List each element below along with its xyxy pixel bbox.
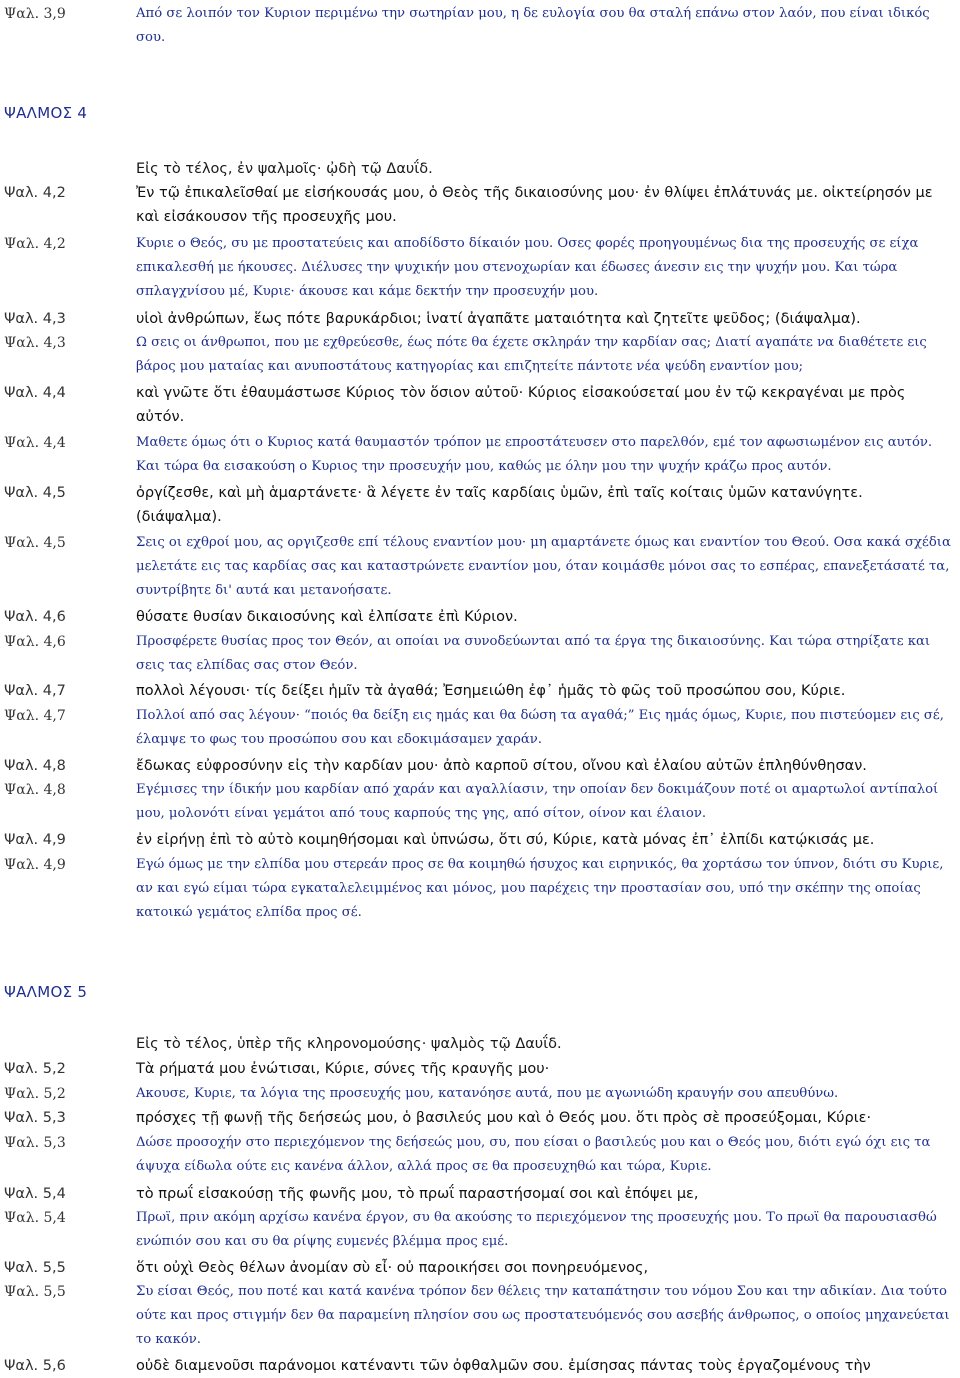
- verse-ref: Ψαλ. 4,6: [4, 609, 66, 625]
- verse-ref: Ψαλ. 5,5: [4, 1284, 66, 1300]
- verse-ref: Ψαλ. 4,9: [4, 832, 66, 848]
- verse-ref: Ψαλ. 4,5: [4, 535, 66, 551]
- verse-text-modern: Ω σεις οι άνθρωποι, που με εχθρεύεσθε, έως πότε θα έχετε σκληράν την καρδίαν σας; Διατί αγαπάτε να διαθέτετε εις βάρος μου ματαίας και ανυποστάτους κατηγορίας και επιζητείτε πάντοτε νέα ψεύδη εναντίον μου;: [136, 335, 927, 374]
- verse-text-ancient: καὶ γνῶτε ὅτι ἐθαυμάστωσε Κύριος τὸν ὅσιον αὐτοῦ· Κύριος εἰσακούσεταί μου ἐν τῷ κεκραγέναι με πρὸς αὐτόν.: [136, 385, 906, 425]
- verse-ref: Ψαλ. 5,2: [4, 1086, 66, 1102]
- verse-text-ancient: τὸ πρωΐ εἰσακούσῃ τῆς φωνῆς μου, τὸ πρωΐ παραστήσομαί σοι καὶ ἐπόψει με,: [136, 1186, 699, 1202]
- psalm-heading: ΨΑΛΜΟΣ 4: [4, 104, 88, 122]
- verse-text-ancient: ὀργίζεσθε, καὶ μὴ ἁμαρτάνετε· ἃ λέγετε ἐν ταῖς καρδίαις ὑμῶν, ἐπὶ ταῖς κοίταις ὑμῶν κατανύγητε. (διάψαλμα).: [136, 485, 863, 525]
- verse-ref: Ψαλ. 4,4: [4, 385, 66, 401]
- verse-text-modern: Από σε λοιπόν τον Κυριον περιμένω την σωτηρίαν μου, η δε ευλογία σου θα σταλή επάνω στον λαόν, που είναι ιδικός σου.: [136, 6, 930, 45]
- verse-ref: Ψαλ. 4,5: [4, 485, 66, 501]
- verse-text-modern: Ακουσε, Κυριε, τα λόγια της προσευχής μου, κατανόησε αυτά, που με αγωνιώδη κραυγήν σου απευθύνω.: [136, 1086, 839, 1101]
- verse-ref: Ψαλ. 4,8: [4, 782, 66, 798]
- verse-text-modern: Σεις οι εχθροί μου, ας οργιζεσθε επί τέλους εναντίον μου· μη αμαρτάνετε όμως και εναντίον του Θεού. Οσα κακά σχέδια μελετάτε εις τας καρδίας σας και καταστρώνετε εναντίον μου, όταν κοιμάσθε μόνοι σας το εσπέρας, επανεξετάσατέ τα, συντρίβητε δι' αυτά και μετανοήσατε.: [136, 535, 951, 598]
- verse-text-modern: Εγώ όμως με την ελπίδα μου στερεάν προς σε θα κοιμηθώ ήσυχος και ειρηνικός, θα χορτάσω τον ύπνον, διότι συ Κυριε, αν και εγώ είμαι τώρα εγκαταλελειμμένος και μόνος, μου παρέχεις την προστασίαν σου, υπό την σκέπην της οποίας κατοικώ γεμάτος ελπίδα προς σέ.: [136, 857, 944, 920]
- verse-ref: Ψαλ. 4,2: [4, 185, 66, 201]
- verse-ref: Ψαλ. 4,8: [4, 758, 66, 774]
- verse-ref: Ψαλ. 4,9: [4, 857, 66, 873]
- verse-ref: Ψαλ. 5,3: [4, 1110, 66, 1126]
- verse-text-ancient: θύσατε θυσίαν δικαιοσύνης καὶ ἐλπίσατε ἐπὶ Κύριον.: [136, 609, 518, 625]
- verse-text-ancient: πρόσχες τῇ φωνῇ τῆς δεήσεώς μου, ὁ βασιλεύς μου καὶ ὁ Θεός μου. ὅτι πρὸς σὲ προσεύξομαι, Κύριε·: [136, 1110, 872, 1126]
- verse-ref: Ψαλ. 5,6: [4, 1358, 66, 1374]
- verse-ref: Ψαλ. 5,2: [4, 1061, 66, 1077]
- verse-ref: Ψαλ. 4,3: [4, 335, 66, 351]
- verse-text-modern: Εγέμισες την ίδικήν μου καρδίαν από χαράν και αγαλλίασιν, την οποίαν δεν δοκιμάζουν ποτέ οι αμαρτωλοί αντίπαλοί μου, μολονότι είναι γεμάτοι από τους καρπούς της γης, από σίτον, οίνον και έλαιον.: [136, 782, 939, 821]
- verse-text-modern: Κυριε ο Θεός, συ με προστατεύεις και αποδίδστο δίκαιόν μου. Οσες φορές προηγουμένως δια της προσευχής σε είχα επικαλεσθή με ήκουσες. Διέλυσες την ψυχικήν μου στενοχωρίαν και έδωσες άνεσιν εις την ψυχήν μου. Και τώρα σπλαγχνίσου μέ, Κυριε· άκουσε και κάμε δεκτήν την προσευχήν μου.: [136, 236, 919, 299]
- verse-ref: Ψαλ. 5,3: [4, 1135, 66, 1151]
- verse-ref: Ψαλ. 5,4: [4, 1210, 66, 1226]
- verse-text-modern: Μαθετε όμως ότι ο Κυριος κατά θαυμαστόν τρόπον με επροστάτευσεν στο παρελθόν, εμέ τον αφωσιωμένον εις αυτόν. Και τώρα θα εισακούση ο Κυριος την προσευχήν μου, καθώς με όλην μου την ψυχήν κράζω προς αυτόν.: [136, 435, 933, 474]
- verse-ref: Ψαλ. 4,6: [4, 634, 66, 650]
- verse-text-modern: Συ είσαι Θεός, που ποτέ και κατά κανένα τρόπον δεν θέλεις την καταπάτησιν του νόμου Σου και την αδικίαν. Δια τούτο ούτε και προς στιγμήν δεν θα παραμείνη πλησίον σου ως προστατευόμενός σου ασεβής άνθρωπος, ο οποίος μηχανεύεται το κακόν.: [136, 1284, 950, 1347]
- verse-text-modern: Προσφέρετε θυσίας προς τον Θεόν, αι οποίαι να συνοδεύωνται από τα έργα της δικαιοσύνης. Και τώρα στηρίξατε και σεις τας ελπίδας σας στον Θεόν.: [136, 634, 931, 673]
- verse-text-ancient: υἱοὶ ἀνθρώπων, ἕως πότε βαρυκάρδιοι; ἱνατί ἀγαπᾶτε ματαιότητα καὶ ζητεῖτε ψεῦδος; (διάψαλμα).: [136, 311, 861, 327]
- verse-ref: Ψαλ. 4,7: [4, 683, 66, 699]
- psalm-title: Εἰς τὸ τέλος, ὑπὲρ τῆς κληρονομούσης· ψαλμὸς τῷ Δαυΐδ.: [136, 1036, 562, 1052]
- psalm-title: Εἰς τὸ τέλος, ἐν ψαλμοῖς· ᾠδὴ τῷ Δαυΐδ.: [136, 161, 433, 177]
- verse-text-ancient: πολλοὶ λέγουσι· τίς δείξει ἡμῖν τὰ ἀγαθά; Ἐσημειώθη ἐφ᾿ ἡμᾶς τὸ φῶς τοῦ προσώπου σου, Κύριε.: [136, 683, 846, 699]
- verse-text-modern: Πολλοί από σας λέγουν· “ποιός θα δείξη εις ημάς και θα δώση τα αγαθά;” Εις ημάς όμως, Κυριε, που πιστεύομεν εις σέ, έλαμψε το φως του προσώπου σου και εδοκιμάσαμεν χαράν.: [136, 708, 944, 747]
- verse-ref: Ψαλ. 3,9: [4, 6, 66, 22]
- verse-ref: Ψαλ. 4,2: [4, 236, 66, 252]
- verse-ref: Ψαλ. 4,7: [4, 708, 66, 724]
- verse-text-modern: Πρωϊ, πριν ακόμη αρχίσω κανένα έργον, συ θα ακούσης το περιεχόμενον της προσευχής μου. Το πρωϊ θα παρουσιασθώ ενώπιόν σου και συ θα ρίψης ευμενές βλέμμα προς εμέ.: [136, 1210, 937, 1249]
- verse-text-ancient: Τὰ ρήματά μου ἐνώτισαι, Κύριε, σύνες τῆς κραυγῆς μου·: [136, 1061, 550, 1077]
- verse-text-ancient: Ἐν τῷ ἐπικαλεῖσθαί με εἰσήκουσάς μου, ὁ Θεὸς τῆς δικαιοσύνης μου· ἐν θλίψει ἐπλάτυνάς με. οἰκτείρησόν με καὶ εἰσάκουσον τῆς προσευχῆς μου.: [136, 185, 933, 225]
- verse-ref: Ψαλ. 5,5: [4, 1260, 66, 1276]
- verse-ref: Ψαλ. 5,4: [4, 1186, 66, 1202]
- psalm-heading: ΨΑΛΜΟΣ 5: [4, 983, 88, 1001]
- verse-text-ancient: ὅτι οὐχὶ Θεὸς θέλων ἀνομίαν σὺ εἶ· οὐ παροικήσει σοι πονηρευόμενος,: [136, 1260, 649, 1276]
- verse-text-modern: Δώσε προσοχήν στο περιεχόμενον της δεήσεώς μου, συ, που είσαι ο βασιλεύς μου και ο Θεός μου, διότι εγώ όχι εις τα άψυχα είδωλα ούτε εις κανένα άλλον, αλλά προς σε θα προσευχηθώ και τώρα, Κυριε.: [136, 1135, 931, 1174]
- verse-text-ancient: ἔδωκας εὐφροσύνην εἰς τὴν καρδίαν μου· ἀπὸ καρποῦ σίτου, οἴνου καὶ ἐλαίου αὐτῶν ἐπληθύνθησαν.: [136, 758, 867, 774]
- verse-ref: Ψαλ. 4,3: [4, 311, 66, 327]
- verse-text-ancient: ἐν εἰρήνῃ ἐπὶ τὸ αὐτὸ κοιμηθήσομαι καὶ ὑπνώσω, ὅτι σύ, Κύριε, κατὰ μόνας ἐπ᾿ ἐλπίδι κατῴκισάς με.: [136, 832, 875, 848]
- verse-text-ancient: οὐδὲ διαμενοῦσι παράνομοι κατέναντι τῶν ὀφθαλμῶν σου. ἐμίσησας πάντας τοὺς ἐργαζομένους τὴν: [136, 1358, 871, 1374]
- verse-ref: Ψαλ. 4,4: [4, 435, 66, 451]
